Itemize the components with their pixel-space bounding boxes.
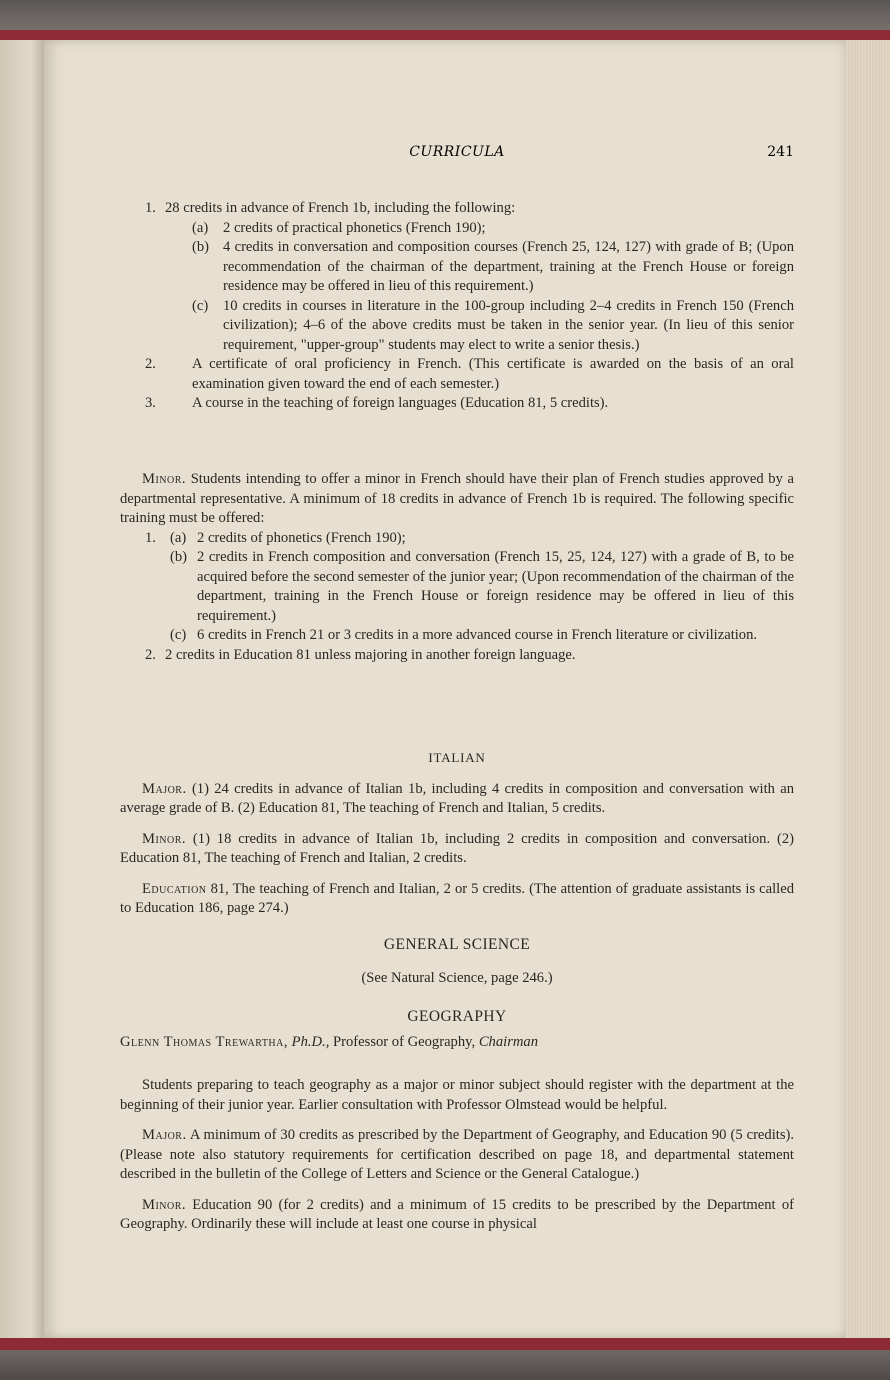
french-major-list [120,199,794,414]
geography-section [120,1007,794,1235]
list-item: (c) 10 credits in courses in literature in the 100-group including 2–4 credits in French 150 (French civilization); 4–6 of the above credits must be taken in the senior year. (In lieu of this senior requirement, "upper-group" students may elect to write a senior thesis.) [192,297,794,353]
italian-education-paragraph: Education 81, The teaching of French and Italian, 2 or 5 credits. (The attention of graduate assistants is called to Education 186, page 274.) [120,880,794,916]
geography-intro-paragraph: Students preparing to teach geography as a major or minor subject should register with the department at the beginning of their junior year. Earlier consultation with Professor Olmstead would be helpful. [120,1077,794,1113]
page-stack-edge [846,40,890,1338]
list-item: (c) 6 credits in French 21 or 3 credits in a more advanced course in French literature or civilization. [170,627,758,643]
list-item: 1. (a) 2 credits of phonetics (French 190); [145,529,406,546]
general-science-note: (See Natural Science, page 246.) [361,969,553,986]
book-bottom-edge [0,1350,890,1380]
running-head [120,144,794,164]
general-science-heading: GENERAL SCIENCE [383,936,531,953]
list-item: (b) 2 credits in French composition and conversation (French 15, 25, 124, 127) with a grade of B, to be acquired before the second semester of the junior year; (Upon recommendation of the chairman of the department, training in the French House or foreign residence may be offered in lieu of this requirement.) [170,549,794,624]
french-minor-section [120,470,794,665]
geography-minor-paragraph: Minor. Education 90 (for 2 credits) and a minimum of 15 credits to be prescribed by the Department of Geography. Ordinarily these will include at least one course in physical [120,1196,794,1232]
italian-section [120,748,794,919]
running-head-title: CURRICULA [409,144,505,160]
italian-major-paragraph: Major. (1) 24 credits in advance of Italian 1b, including 4 credits in composition and conversation with an average grade of B. (2) Education 81, The teaching of French and Italian, 5 credits. [120,780,794,816]
binding-strip-top [0,30,890,40]
list-item: 2. 2 credits in Education 81 unless majoring in another foreign language. [145,646,576,663]
book-page [44,40,846,1338]
list-item: (b) 4 credits in conversation and composition courses (French 25, 124, 127) with grade of B; (Upon recommendation of the chairman of the department, training at the French House or foreign residence may be offered in lieu of this requirement.) [192,239,794,294]
previous-page-edge [0,40,44,1338]
book-top-edge [0,0,890,34]
italian-heading: ITALIAN [428,750,486,765]
geography-heading: GEOGRAPHY [407,1008,507,1025]
list-item: (a) 2 credits of practical phonetics (French 190); [192,219,486,236]
geography-chairman-line: Glenn Thomas Trewartha, Ph.D., Professor of Geography, Chairman [120,1033,539,1050]
list-item: 1. 28 credits in advance of French 1b, including the following: [145,200,516,216]
binding-strip-bottom [0,1338,890,1350]
french-minor-paragraph: Minor. Students intending to offer a minor in French should have their plan of French studies approved by a departmental representative. A minimum of 18 credits in advance of French 1b is required. The following specific training must be offered: [120,471,794,526]
italian-minor-paragraph: Minor. (1) 18 credits in advance of Italian 1b, including 2 credits in composition and conversation. (2) Education 81, The teaching of French and Italian, 2 credits. [120,830,794,866]
list-item: 3. A course in the teaching of foreign languages (Education 81, 5 credits). [145,395,609,411]
list-item: 2. A certificate of oral proficiency in French. (This certificate is awarded on the basis of an oral examination given toward the end of each semester.) [145,356,794,392]
page-number: 241 [767,144,794,160]
geography-major-paragraph: Major. A minimum of 30 credits as prescribed by the Department of Geography, and Education 90 (5 credits). (Please note also statutory requirements for certification described on page 18, and departmental statement described in the bulletin of the College of Letters and Science or the General Catalogue.) [120,1127,795,1182]
general-science-section [120,935,794,988]
